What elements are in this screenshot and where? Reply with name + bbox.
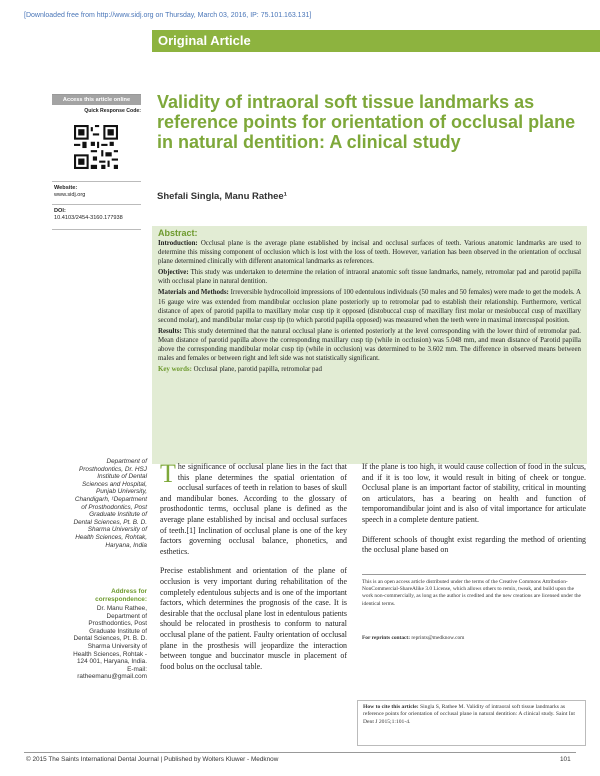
access-divider (52, 204, 141, 205)
abstract-box (152, 226, 587, 464)
access-divider (52, 229, 141, 230)
access-box-heading: Access this article online (52, 95, 141, 105)
footer-copyright: © 2015 The Saints International Dental Journal | Published by Wolters Kluwer - Medknow (26, 756, 279, 763)
access-divider (52, 181, 141, 182)
body-column-right (362, 462, 586, 565)
download-header[interactable]: [Downloaded free from http://www.sidj.org on Thursday, March 03, 2016, IP: 75.101.163.131] (24, 12, 312, 19)
how-to-cite-box: How to cite this article: Singla S, Rathee M. Validity of intraoral soft tissue landmarks as reference points for orientation of occlusal plane in natural dentition: A clinical study. Saint Int Dent J 2015;1:101-4. (357, 700, 586, 746)
doi-link[interactable]: 10.4103/2454-3160.177938 (54, 215, 123, 221)
correspondence-heading: Address for correspondence: (95, 588, 147, 603)
body-paragraph: If the plane is too high, it would cause collection of food in the sulcus, and if it is too low, it would result in biting of cheek or tongue. Occlusal plane is an important factor of stability, critical in mounting on articulators, has a bearing on health and function of temporomandibular joint and is also of vital importance for articulate speech in a complete denture patient. (362, 462, 586, 524)
body-paragraph: Precise establishment and orientation of the plane of occlusion is very important during rehabilitation of the completely edentulous subjects and is one of the important factors, which determines the prognosis of the case. It is desirable that the occlusal plane lost in edentulous patients should be relocated in prosthesis to conform to natural occlusal plane of the patient. Faulty orientation of occlusal plane in the prosthesis will jeopardize the interaction between tongue and buccinator muscle in placement of food bolus on the occlusal table. (160, 566, 347, 671)
article-type-banner: Original Article (152, 30, 600, 52)
authors: Shefali Singla, Manu Rathee¹ (157, 191, 287, 202)
reprints-email[interactable]: reprints@medknow.com (411, 635, 465, 641)
abstract-introduction: Introduction: Occlusal plane is the average plane established by incisal and occlusal surfaces of teeth. Various anatomic landmarks are used to determine this missing component of occlusion which is lost with the loss of teeth. However, variation has been observed in the orientation of occlusal plane determined clinically with different anatomical landmarks as references. (158, 240, 581, 266)
access-online-box (52, 94, 141, 234)
correspondence-address: Dr. Manu Rathee, Department of Prosthodontics, Post Graduate Institute of Dental Sciences, Pt. B. D. Sharma University of Health Sciences, Rohtak - 124 001, Haryana, India. E-mail: ratheemanu@gmail.com (73, 605, 147, 681)
abstract-methods: Materials and Methods: Irreversible hydrocolloid impressions of 100 edentulous individuals (50 males and 50 females) were made to get the models. A 16 gauge wire was extended from mandibular occlusion plane posteriorly up to retromolar pad to establish their relationship. Furthermore, vertical distance of apex of parotid papilla to maxillary molar cusp tip it opposed (distobuccal cusp of maxillary first molar or mesiobuccal cusp of maxillary second molar), and mandibular molar cusp tip (to which parotid papilla opposed) was measured when the teeth were in maximal intercuspal position. (158, 289, 581, 324)
website-label: Website: (54, 185, 78, 191)
website-link[interactable]: www.sidj.org (54, 192, 86, 198)
author-affiliation: Department of Prosthodontics, Dr. HSJ Institute of Dental Sciences and Hospital, Punjab University, Chandigarh, ¹Department of Prosthodontics, Post Graduate Institute of Dental Sciences, Pt. B. D. Sharma University of Health Sciences, Rohtak, Haryana, India (73, 458, 147, 549)
body-column-left (160, 459, 347, 681)
article-title: Validity of intraoral soft tissue landmarks as reference points for orientation of occlusal plane in natural dentition: A clinical study (157, 92, 576, 152)
abstract-keywords: Key words: Occlusal plane, parotid papilla, retromolar pad (158, 366, 322, 374)
abstract-heading: Abstract: (158, 228, 198, 238)
body-paragraph: Different schools of thought exist regarding the method of orienting the occlusal plane based on (362, 534, 586, 555)
doi-label: DOI: (54, 208, 66, 214)
qr-label: Quick Response Code: (84, 108, 141, 114)
abstract-results: Results: This study determined that the natural occlusal plane is oriented posteriorly at the level corresponding with the lower third of retromolar pad. Mean distance of parotid papilla above the corresponding maxillary cusp tip (while in occlusion) was 5.048 mm, and mean distance of Parotid papilla above the corresponding mandibular molar cusp tip (while in occlusion) was determined to be 3.602 mm. The difference in observed means between males and females or between right and left side was not statistically significant. (158, 327, 581, 363)
qr-code-icon[interactable] (74, 125, 118, 169)
reprints-contact: For reprints contact: reprints@medknow.com (362, 635, 465, 641)
drop-cap: T (160, 459, 176, 488)
page-number: 101 (560, 756, 571, 763)
abstract-objective: Objective: This study was undertaken to determine the relation of intraoral anatomic soft tissue landmarks, namely, retromolar pad and parotid papilla with occlusal plane in natural dentition. (158, 269, 581, 286)
footer-divider (24, 752, 576, 753)
body-paragraph: The significance of occlusal plane lies in the fact that this plane determines the spatial orientation of occlusal surfaces of teeth in relation to bases of skull and mandibular bones. According to the glossary of prosthodontic terms, occlusal plane is defined as the average plane established by incisal and occlusal surfaces of teeth.[1] Inclination of occlusal plane is one of the key factors governing occlusal balance, phonetics, and esthetics. (160, 459, 347, 556)
open-access-note: This is an open access article distributed under the terms of the Creative Commons Attribution-NonCommercial-ShareAlike 3.0 License, which allows others to remix, tweak, and build upon the work non-commercially, as long as the author is credited and the new creations are licensed under the identical terms. (362, 574, 586, 608)
